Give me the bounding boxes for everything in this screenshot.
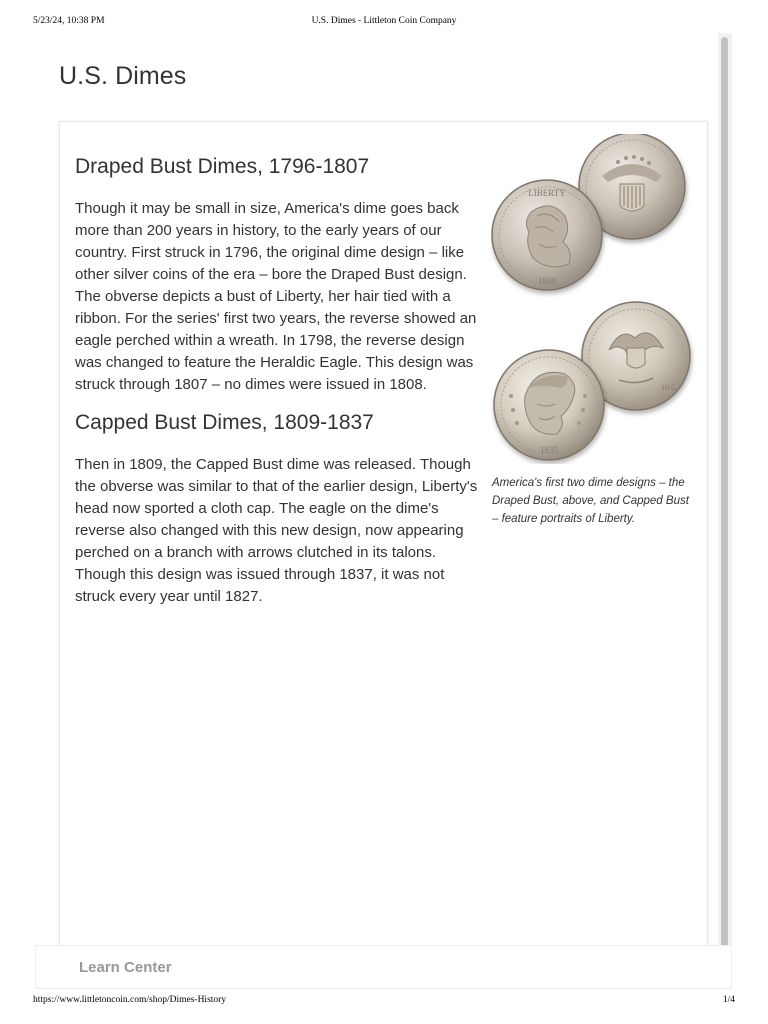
print-url: https://www.littletoncoin.com/shop/Dimes-History <box>33 995 227 1005</box>
capped-bust-obverse-coin <box>494 350 604 460</box>
print-document-title: U.S. Dimes - Littleton Coin Company <box>311 16 457 26</box>
coin-figure <box>491 134 696 528</box>
page-title: U.S. Dimes <box>59 62 187 90</box>
scrollbar-thumb[interactable] <box>721 37 728 949</box>
print-footer <box>33 995 735 1009</box>
print-datetime: 5/23/24, 10:38 PM <box>33 16 105 26</box>
print-header <box>33 16 735 30</box>
article-card <box>59 121 708 961</box>
figure-caption: America's first two dime designs – the Draped Bust, above, and Capped Bust – feature portraits of Liberty. <box>492 477 689 525</box>
coin-photo <box>491 134 696 464</box>
learn-center-link[interactable]: Learn Center <box>79 959 172 976</box>
draped-bust-date: 1800 <box>538 276 556 286</box>
article-text <box>75 152 480 608</box>
scrollbar[interactable] <box>718 33 732 953</box>
section-body-capped-bust: Then in 1809, the Capped Bust dime was released. Though the obverse was similar to that of the earlier design, Liberty's head now sported a cloth cap. The eagle on the dime's reverse also changed with this new design, now appearing perched on a branch with arrows clutched in its talons. Though this design was issued through 1837, it was not struck every year until 1827. <box>75 456 478 605</box>
section-heading-draped-bust: Draped Bust Dimes, 1796-1807 <box>75 155 370 178</box>
svg-text:10 C.: 10 C. <box>661 383 679 392</box>
section-heading-capped-bust: Capped Bust Dimes, 1809-1837 <box>75 411 374 434</box>
capped-bust-date: 1835 <box>540 445 558 455</box>
print-page-number: 1/4 <box>722 995 735 1005</box>
sticky-footer-nav <box>35 945 732 989</box>
svg-text:LIBERTY: LIBERTY <box>528 188 566 198</box>
section-body-draped-bust: Though it may be small in size, America's dime goes back more than 200 years in history, to the early years of our country. First struck in 1796, the original dime design – like other silver coins of the era – bore the Draped Bust design. The obverse depicts a bust of Liberty, her hair tied with a ribbon. For the series' first two years, the reverse showed an eagle perched within a wreath. In 1798, the reverse design was changed to feature the Heraldic Eagle. This design was struck through 1807 – no dimes were issued in 1808. <box>75 200 477 393</box>
draped-bust-obverse-coin <box>492 180 602 290</box>
